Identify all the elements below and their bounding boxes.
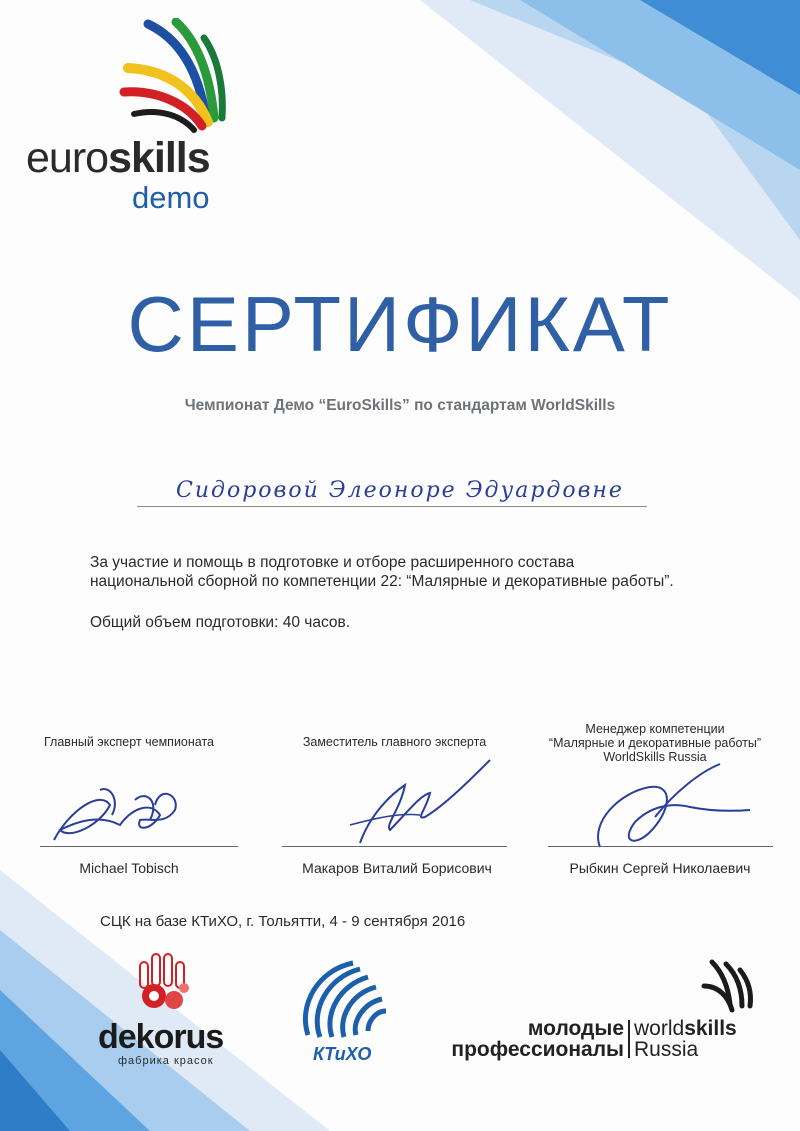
worldskills-slogan-line-1: молодые [527, 1017, 624, 1040]
signature-3-icon [580, 762, 760, 857]
worldskills-wordmark-line-1 [634, 1018, 737, 1039]
worldskills-divider [628, 1020, 630, 1058]
signature-name-1: Michael Tobisch [79, 860, 179, 876]
worldskills-russia-text: Russia [634, 1038, 699, 1061]
euroskills-logo-icon [118, 18, 238, 138]
worldskills-skills-text: skills [684, 1017, 737, 1040]
signature-line-1 [40, 846, 238, 847]
training-hours: Общий объем подготовки: 40 часов. [90, 614, 351, 631]
certificate-title: СЕРТИФИКАТ [127, 280, 673, 368]
signature-line-2 [282, 846, 507, 847]
certificate-subtitle: Чемпионат Демо “EuroSkills” по стандартам WorldSkills [184, 397, 616, 414]
award-description [90, 553, 750, 591]
signature-title-3-line-3: WorldSkills Russia [603, 750, 707, 764]
description-line-2: национальной сборной по компетенции 22: “Малярные и декоративные работы”. [90, 573, 674, 590]
signature-title-3 [530, 722, 780, 764]
logo-demo-text: demo [132, 180, 210, 215]
worldskills-slogan [444, 1018, 624, 1060]
ktiho-logo-text: КТиХО [313, 1044, 372, 1064]
venue-footer: СЦК на базе КТиХО, г. Тольятти, 4 - 9 сентября 2016 [100, 913, 466, 930]
logo-wordmark [26, 134, 210, 182]
signature-name-2: Макаров Виталий Борисович [302, 860, 492, 876]
signature-2-icon [330, 755, 510, 855]
worldskills-logo-icon [700, 958, 760, 1018]
dekorus-tagline: фабрика красок [118, 1055, 214, 1067]
worldskills-slogan-line-2: профессионалы [451, 1038, 624, 1061]
description-line-1: За участие и помощь в подготовке и отборе расширенного состава [90, 554, 575, 571]
signature-1-icon [40, 770, 200, 850]
dekorus-logo-text: dekorus [98, 1018, 224, 1056]
recipient-name: Сидоровой Элеоноре Эдуардовне [176, 478, 624, 503]
signature-title-3-line-2: “Малярные и декоративные работы” [548, 736, 762, 750]
signature-title-2: Заместитель главного эксперта [302, 735, 487, 749]
signature-line-3 [548, 846, 773, 847]
signature-title-1: Главный эксперт чемпионата [43, 735, 214, 749]
logo-skills-text: skills [108, 134, 210, 182]
worldskills-world-text: world [634, 1017, 685, 1040]
recipient-underline [137, 506, 647, 507]
signature-name-3: Рыбкин Сергей Николаевич [569, 860, 751, 876]
dekorus-hand-icon [128, 948, 198, 1018]
signature-title-3-line-1: Менеджер компетенции [585, 722, 725, 736]
worldskills-wordmark [634, 1018, 737, 1060]
logo-euro-text: euro [26, 134, 109, 182]
